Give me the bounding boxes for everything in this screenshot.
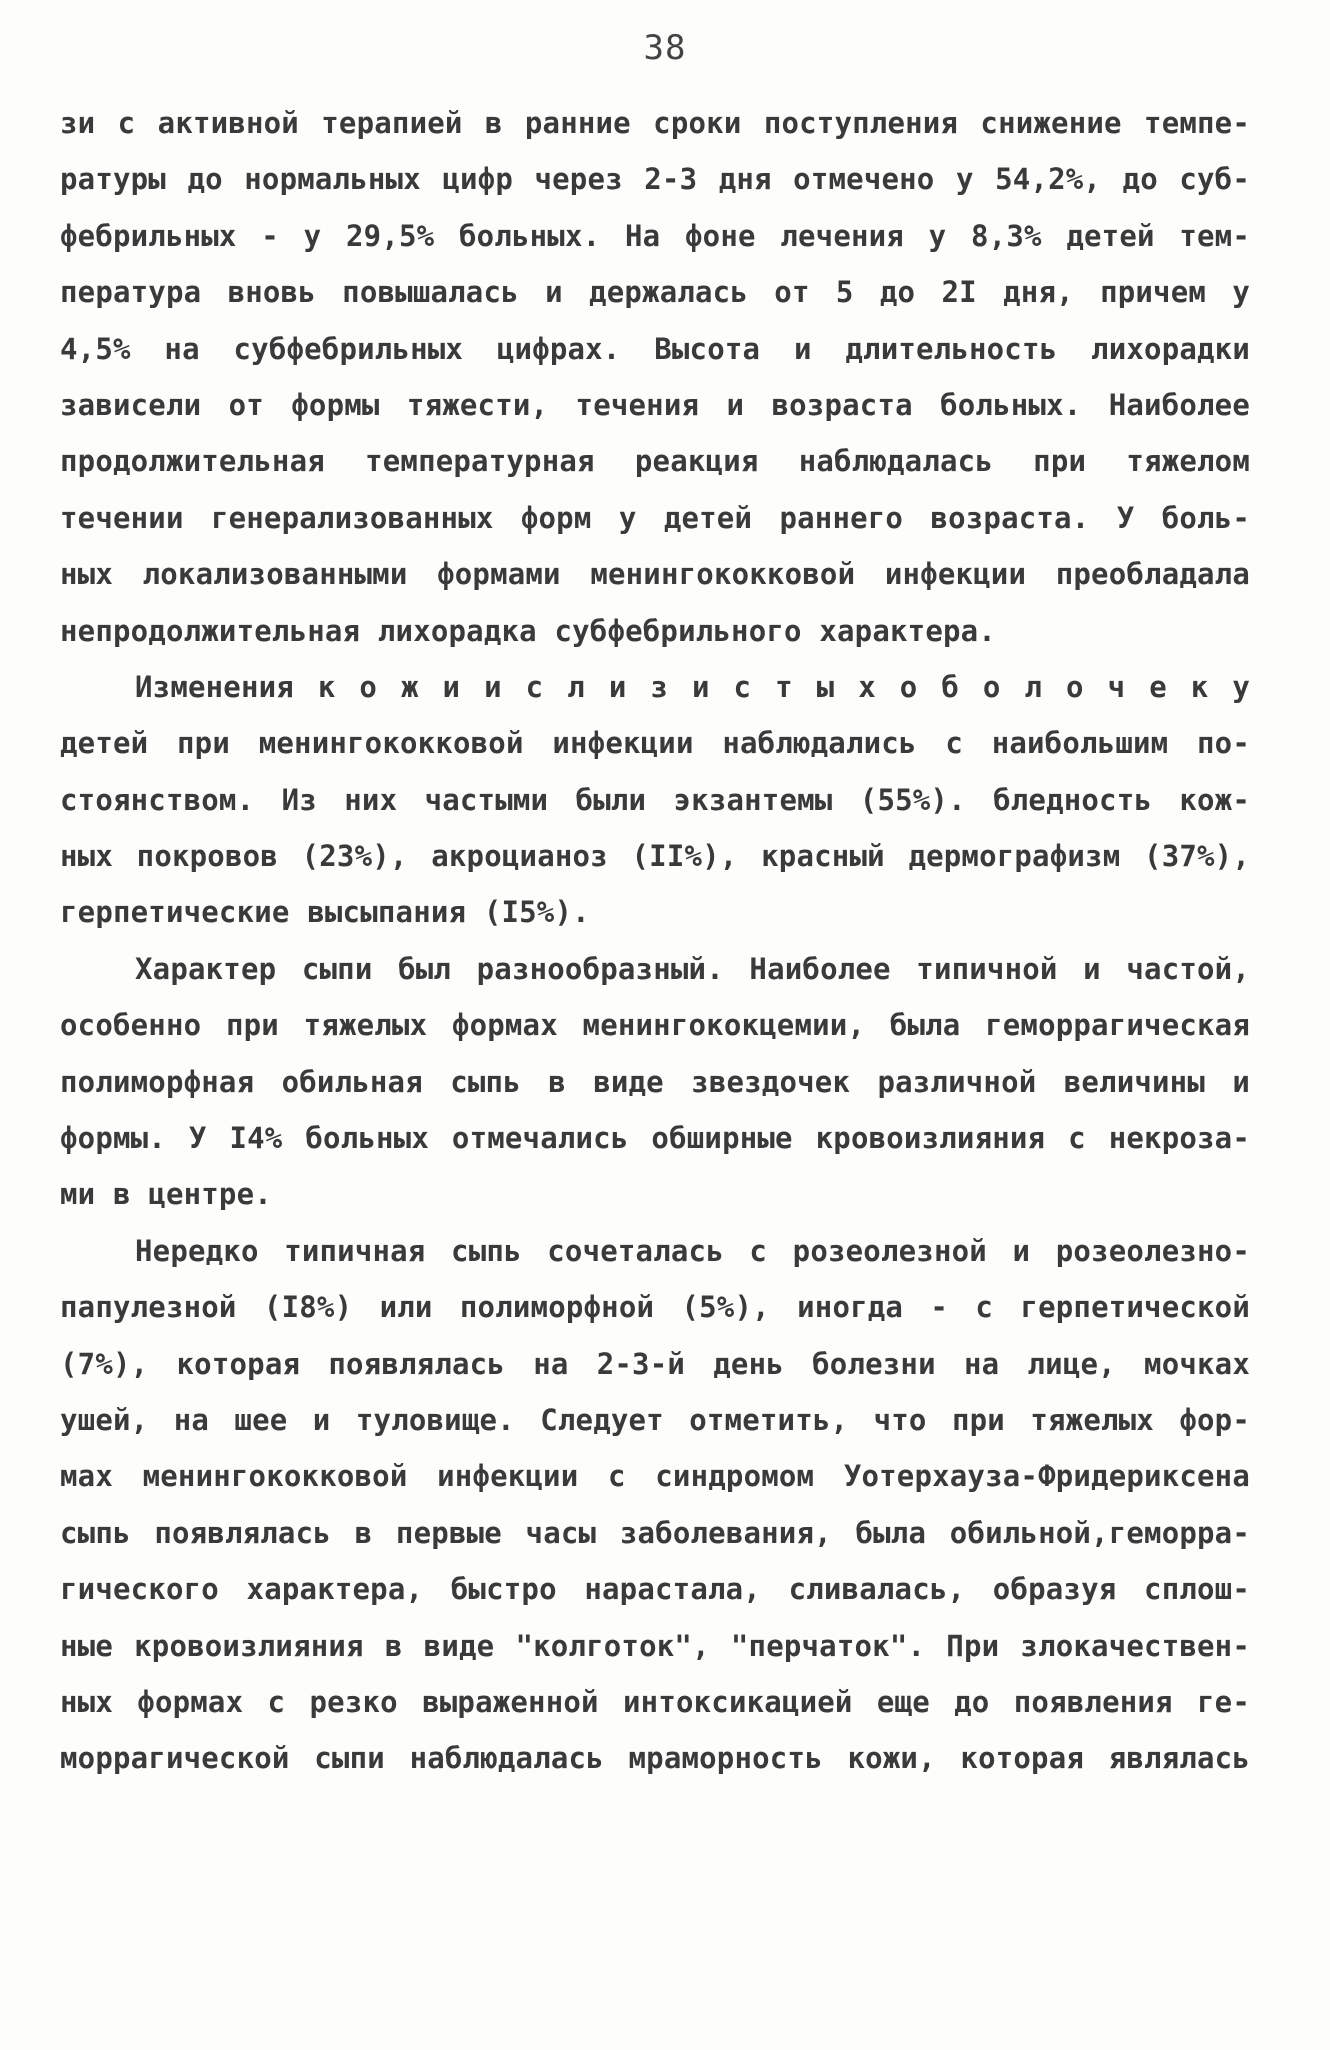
text-line: непродолжительная лихорадка субфебрильного характера. xyxy=(60,613,996,648)
text-line: ми в центре. xyxy=(60,1177,272,1212)
text-line: мах менингококковой инфекции с синдромом Уотерхауза-Фридериксена xyxy=(60,1459,1250,1494)
text-line: течении генерализованных форм у детей раннего возраста. У боль- xyxy=(60,500,1250,535)
text-line: пература вновь повышалась и держалась от 5 до 2I дня, причем у xyxy=(60,275,1250,310)
text-line: детей при менингококковой инфекции наблюдались с наибольшим по- xyxy=(60,726,1250,761)
text-line: (7%), которая появлялась на 2-3-й день болезни на лице, мочках xyxy=(60,1346,1250,1381)
text-line: ных формах с резко выраженной интоксикацией еще до появления ге- xyxy=(60,1684,1250,1719)
text-line: Нередко типичная сыпь сочеталась с розеолезной и розеолезно- xyxy=(135,1233,1250,1268)
text-line: полиморфная обильная сыпь в виде звездочек различной величины и xyxy=(60,1064,1250,1099)
text-line: 4,5% на субфебрильных цифрах. Высота и длительность лихорадки xyxy=(60,331,1250,366)
page-number: 38 xyxy=(643,28,687,68)
text-line: стоянством. Из них частыми были экзантемы (55%). бледность кож- xyxy=(60,782,1250,817)
text-line: фебрильных - у 29,5% больных. На фоне лечения у 8,3% детей тем- xyxy=(60,218,1250,253)
text-line: сыпь появлялась в первые часы заболевания, была обильной,геморра- xyxy=(60,1515,1250,1550)
text-line: ных локализованными формами менингококковой инфекции преобладала xyxy=(60,557,1250,592)
text-line: гического характера, быстро нарастала, сливалась, образуя сплош- xyxy=(60,1572,1250,1607)
text-line: ратуры до нормальных цифр через 2-3 дня отмечено у 54,2%, до суб- xyxy=(60,162,1250,197)
text-line: продолжительная температурная реакция наблюдалась при тяжелом xyxy=(60,444,1250,479)
body-text xyxy=(60,95,1250,1787)
text-line: герпетические высыпания (I5%). xyxy=(60,895,590,930)
text-line: папулезной (I8%) или полиморфной (5%), иногда - с герпетической xyxy=(60,1290,1250,1325)
text-line: ных покровов (23%), акроцианоз (II%), красный дермографизм (37%), xyxy=(60,839,1250,874)
text-line: моррагической сыпи наблюдалась мраморность кожи, которая являлась xyxy=(60,1741,1250,1776)
text-line: Характер сыпи был разнообразный. Наиболее типичной и частой, xyxy=(135,951,1250,986)
text-line: зависели от формы тяжести, течения и возраста больных. Наиболее xyxy=(60,387,1250,422)
text-line: особенно при тяжелых формах менингококцемии, была геморрагическая xyxy=(60,1008,1250,1043)
text-line: ные кровоизлияния в виде "колготок", "перчаток". При злокачествен- xyxy=(60,1628,1250,1663)
text-line: Изменения к о ж и и с л и з и с т ы х о б о л о ч е к у xyxy=(135,669,1250,704)
text-line: зи с активной терапией в ранние сроки поступления снижение темпе- xyxy=(60,106,1250,140)
text-line: ушей, на шее и туловище. Следует отметить, что при тяжелых фор- xyxy=(60,1402,1250,1437)
text-line: формы. У I4% больных отмечались обширные кровоизлияния с некроза- xyxy=(60,1121,1250,1156)
